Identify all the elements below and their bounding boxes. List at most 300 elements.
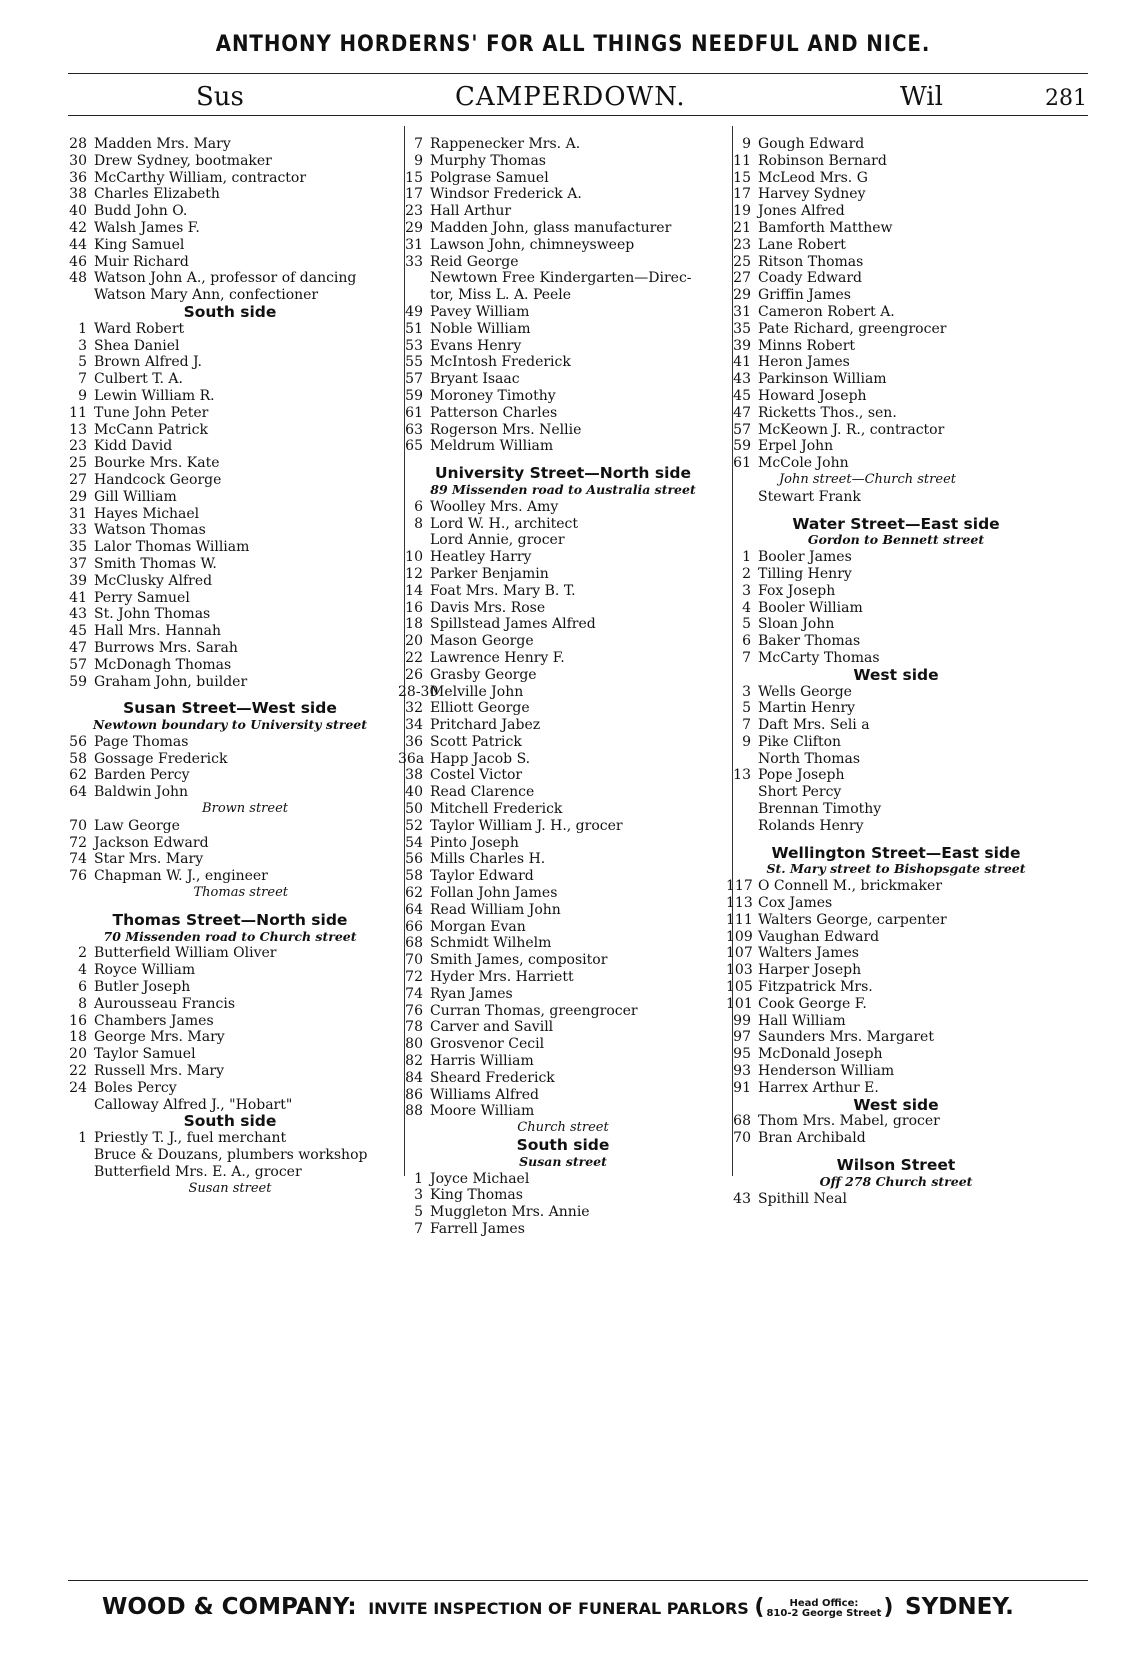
house-number: 49	[405, 303, 423, 320]
resident-name: Taylor Samuel	[94, 1046, 196, 1063]
resident-name: Rappenecker Mrs. A.	[430, 136, 581, 152]
house-number: 53	[405, 337, 423, 354]
house-number: 2	[78, 945, 87, 962]
directory-entry	[398, 902, 728, 919]
resident-name: Martin Henry	[758, 700, 856, 717]
resident-name: Windsor Frederick A.	[430, 186, 582, 203]
resident-name: Drew Sydney, bootmaker	[94, 152, 272, 169]
house-number: 31	[69, 505, 87, 522]
directory-entry	[62, 835, 398, 852]
directory-entry	[726, 354, 1066, 371]
house-number: 29	[69, 488, 87, 505]
resident-name: McLeod Mrs. G	[758, 169, 868, 186]
directory-entry	[398, 321, 728, 338]
house-number: 6	[742, 633, 751, 650]
house-number: 59	[733, 438, 751, 455]
house-number: 38	[405, 767, 423, 784]
street-heading: Wilson Street	[836, 1156, 956, 1175]
house-number: 31	[405, 236, 423, 253]
house-number: 78	[405, 1019, 423, 1036]
house-number: 35	[69, 539, 87, 556]
directory-entry	[726, 650, 1066, 667]
house-number: 43	[733, 371, 751, 388]
resident-name: Lane Robert	[758, 236, 846, 253]
house-number: 12	[405, 565, 423, 582]
resident-name: Heron James	[758, 354, 850, 371]
house-number: 42	[69, 219, 87, 236]
house-number: 101	[726, 995, 753, 1012]
directory-entry	[398, 1019, 728, 1036]
house-number: 57	[733, 421, 751, 438]
header-first-street: Sus	[196, 82, 244, 112]
resident-name: Russell Mrs. Mary	[94, 1063, 225, 1080]
street-heading: University Street—North side	[434, 464, 692, 483]
house-number: 9	[78, 387, 87, 404]
house-number: 43	[733, 1190, 751, 1207]
directory-entry	[398, 338, 728, 355]
directory-entry	[726, 438, 1066, 455]
directory-entry	[62, 945, 398, 962]
directory-entry	[726, 1080, 1066, 1097]
resident-name: North Thomas	[758, 750, 861, 767]
directory-entry	[398, 1036, 728, 1053]
house-number: 1	[78, 320, 87, 337]
house-number: 66	[405, 918, 423, 935]
directory-entry	[398, 153, 728, 170]
resident-name: Graham John, builder	[94, 673, 248, 690]
house-number: 72	[69, 834, 87, 851]
house-number: 64	[69, 784, 87, 801]
resident-name: Watson John A., professor of dancing	[94, 270, 357, 287]
directory-entry	[62, 254, 398, 271]
directory-entry	[726, 1013, 1066, 1030]
directory-entry	[62, 851, 398, 868]
directory-entry	[62, 220, 398, 237]
directory-entry	[398, 1221, 728, 1238]
directory-entry	[726, 717, 1066, 734]
resident-name: McDonald Joseph	[758, 1046, 883, 1063]
house-number: 29	[733, 287, 751, 304]
house-number: 3	[742, 582, 751, 599]
directory-entry	[726, 153, 1066, 170]
directory-entry	[726, 616, 1066, 633]
house-number: 36	[69, 169, 87, 186]
directory-entry	[398, 371, 728, 388]
resident-name: Fitzpatrick Mrs.	[758, 979, 873, 996]
street-extent: St. Mary street to Bishopsgate street	[766, 861, 1026, 877]
directory-entry	[62, 1147, 398, 1164]
directory-entry	[62, 1046, 398, 1063]
house-number: 107	[726, 945, 753, 962]
resident-name: Moroney Timothy	[430, 387, 556, 404]
street-heading: Susan Street—West side	[123, 699, 337, 718]
street-heading: South side	[183, 1112, 277, 1131]
resident-name: Parkinson William	[758, 371, 887, 388]
directory-entry	[398, 203, 728, 220]
resident-name: Williams Alfred	[430, 1086, 540, 1103]
resident-name: Minns Robert	[758, 337, 856, 354]
house-number: 76	[69, 868, 87, 885]
resident-name: Read Clarence	[430, 784, 535, 801]
house-number: 24	[69, 1079, 87, 1096]
house-number: 37	[69, 555, 87, 572]
directory-entry	[726, 287, 1066, 304]
directory-entry	[398, 499, 728, 516]
directory-entry	[398, 532, 728, 549]
directory-entry	[726, 583, 1066, 600]
house-number: 68	[733, 1113, 751, 1130]
house-number: 70	[733, 1130, 751, 1147]
resident-name: Fox Joseph	[758, 582, 836, 599]
resident-name: Booler James	[758, 549, 852, 566]
resident-name: Robinson Bernard	[758, 152, 887, 169]
resident-name: Schmidt Wilhelm	[430, 935, 552, 952]
resident-name: tor, Miss L. A. Peele	[430, 287, 572, 304]
house-number: 47	[733, 404, 751, 421]
directory-entry	[398, 516, 728, 533]
resident-name: Tilling Henry	[758, 565, 852, 582]
house-number: 27	[733, 270, 751, 287]
street-heading: Wellington Street—East side	[771, 843, 1021, 862]
resident-name: Mills Charles H.	[430, 851, 546, 868]
resident-name: Watson Thomas	[94, 522, 206, 539]
resident-name: Bruce & Douzans, plumbers workshop	[94, 1147, 368, 1164]
directory-entry	[726, 203, 1066, 220]
house-number: 22	[69, 1063, 87, 1080]
street-heading: South side	[183, 302, 277, 321]
resident-name: Watson Mary Ann, confectioner	[94, 287, 319, 304]
cross-street-marker: Susan street	[188, 1180, 272, 1196]
directory-entry	[62, 590, 398, 607]
house-number: 52	[405, 817, 423, 834]
resident-name: Melville John	[430, 683, 524, 700]
resident-name: Chapman W. J., engineer	[94, 868, 268, 885]
directory-entry	[62, 1063, 398, 1080]
house-number: 39	[69, 572, 87, 589]
directory-entry	[62, 1164, 398, 1181]
directory-entry	[726, 136, 1066, 153]
directory-entry	[398, 270, 728, 287]
directory-entry	[726, 566, 1066, 583]
resident-name: Rogerson Mrs. Nellie	[430, 421, 582, 438]
directory-entry	[62, 734, 398, 751]
resident-name: Jackson Edward	[94, 834, 209, 851]
directory-entry	[726, 1063, 1066, 1080]
resident-name: Lord Annie, grocer	[430, 532, 565, 549]
house-number: 13	[69, 421, 87, 438]
resident-name: Heatley Harry	[430, 549, 532, 566]
resident-name: Lawrence Henry F.	[430, 649, 565, 666]
resident-name: Pike Clifton	[758, 733, 842, 750]
street-extent: 70 Missenden road to Church street	[103, 928, 357, 944]
resident-name: Sloan John	[758, 616, 835, 633]
house-number: 95	[733, 1046, 751, 1063]
directory-entry	[62, 539, 398, 556]
resident-name: Ryan James	[430, 985, 513, 1002]
resident-name: Harrex Arthur E.	[758, 1079, 879, 1096]
directory-entry	[726, 371, 1066, 388]
directory-entry	[398, 667, 728, 684]
directory-entry	[62, 1013, 398, 1030]
directory-entry	[62, 153, 398, 170]
house-number: 7	[414, 1221, 423, 1237]
house-number: 9	[414, 152, 423, 169]
directory-entry	[62, 203, 398, 220]
house-number: 28	[69, 136, 87, 152]
resident-name: Priestly T. J., fuel merchant	[94, 1130, 287, 1147]
resident-name: Saunders Mrs. Margaret	[758, 1029, 934, 1046]
directory-entry	[62, 979, 398, 996]
directory-entry	[62, 287, 398, 304]
resident-name: Hyder Mrs. Harriett	[430, 969, 574, 986]
directory-entry	[398, 650, 728, 667]
resident-name: Reid George	[430, 253, 519, 270]
street-heading: Thomas Street—North side	[112, 910, 348, 929]
house-number: 63	[405, 421, 423, 438]
footer-city: SYDNEY.	[905, 1594, 1014, 1620]
directory-entry	[62, 170, 398, 187]
house-number: 109	[726, 928, 753, 945]
directory-entry	[726, 270, 1066, 287]
resident-name: Cook George F.	[758, 995, 867, 1012]
resident-name: Butterfield Mrs. E. A., grocer	[94, 1163, 302, 1180]
house-number: 28-30	[398, 683, 439, 700]
resident-name: Page Thomas	[94, 733, 189, 750]
resident-name: Shea Daniel	[94, 337, 180, 354]
directory-entry	[62, 1130, 398, 1147]
directory-entry	[62, 136, 398, 153]
directory-entry	[398, 304, 728, 321]
street-heading: West side	[853, 665, 939, 684]
directory-entry	[726, 304, 1066, 321]
house-number: 7	[414, 136, 423, 152]
resident-name: Chambers James	[94, 1012, 214, 1029]
house-number: 8	[414, 515, 423, 532]
house-number: 5	[78, 354, 87, 371]
resident-name: Joyce Michael	[430, 1170, 530, 1187]
directory-entry	[398, 600, 728, 617]
directory-entry	[398, 952, 728, 969]
resident-name: Pinto Joseph	[430, 834, 519, 851]
house-number: 88	[405, 1103, 423, 1120]
street-extent: Off 278 Church street	[819, 1173, 973, 1189]
directory-entry	[398, 835, 728, 852]
directory-entry	[726, 600, 1066, 617]
house-number: 61	[405, 404, 423, 421]
resident-name: Wells George	[758, 683, 852, 700]
house-number: 103	[726, 962, 753, 979]
directory-entry	[62, 388, 398, 405]
header-top-rule	[68, 73, 1088, 74]
directory-entry	[62, 455, 398, 472]
resident-name: Read William John	[430, 901, 561, 918]
resident-name: Gossage Frederick	[94, 750, 228, 767]
house-number: 23	[69, 438, 87, 455]
resident-name: Howard Joseph	[758, 387, 867, 404]
directory-entry	[62, 422, 398, 439]
directory-entry	[62, 186, 398, 203]
directory-entry	[398, 1053, 728, 1070]
directory-entry	[726, 489, 1066, 506]
house-number: 34	[405, 717, 423, 734]
house-number: 91	[733, 1079, 751, 1096]
resident-name: Walters James	[758, 945, 859, 962]
house-number: 50	[405, 801, 423, 818]
house-number: 6	[414, 498, 423, 515]
resident-name: Moore William	[430, 1103, 535, 1120]
house-number: 1	[414, 1170, 423, 1187]
directory-entry	[398, 751, 728, 768]
directory-entry	[62, 962, 398, 979]
house-number: 39	[733, 337, 751, 354]
house-number: 5	[742, 616, 751, 633]
house-number: 2	[742, 565, 751, 582]
directory-entry	[62, 1097, 398, 1114]
cross-street-marker: Church street	[517, 1120, 609, 1136]
house-number: 68	[405, 935, 423, 952]
directory-entry	[398, 438, 728, 455]
directory-entry	[726, 1046, 1066, 1063]
directory-entry	[726, 700, 1066, 717]
directory-entry	[62, 751, 398, 768]
resident-name: Handcock George	[94, 471, 222, 488]
directory-entry	[62, 522, 398, 539]
house-number: 86	[405, 1086, 423, 1103]
header-last-street: Wil	[900, 82, 943, 112]
house-number: 27	[69, 471, 87, 488]
directory-entry	[398, 700, 728, 717]
street-extent: Newtown boundary to University street	[93, 717, 367, 733]
resident-name: Jones Alfred	[758, 203, 845, 220]
house-number: 3	[742, 683, 751, 700]
house-number: 58	[69, 750, 87, 767]
resident-name: Henderson William	[758, 1063, 895, 1080]
resident-name: Pavey William	[430, 303, 530, 320]
house-number: 15	[733, 169, 751, 186]
directory-entry	[62, 996, 398, 1013]
house-number: 59	[69, 673, 87, 690]
resident-name: Calloway Alfred J., "Hobart"	[94, 1096, 293, 1113]
directory-entry	[726, 549, 1066, 566]
house-number: 113	[726, 895, 753, 912]
resident-name: St. John Thomas	[94, 606, 211, 623]
directory-entry	[398, 969, 728, 986]
directory-entry	[398, 220, 728, 237]
directory-entry	[726, 996, 1066, 1013]
house-number: 70	[69, 817, 87, 834]
directory-entry	[398, 935, 728, 952]
house-number: 3	[78, 337, 87, 354]
resident-name: Royce William	[94, 962, 196, 979]
advertising-banner: ANTHONY HORDERNS' FOR ALL THINGS NEEDFUL AND NICE.	[215, 32, 931, 57]
house-number: 17	[405, 186, 423, 203]
directory-entry	[726, 751, 1066, 768]
resident-name: Spillstead James Alfred	[430, 616, 596, 633]
resident-name: Culbert T. A.	[94, 371, 183, 388]
house-number: 54	[405, 834, 423, 851]
directory-entry	[726, 422, 1066, 439]
directory-entry	[62, 506, 398, 523]
resident-name: Lord W. H., architect	[430, 515, 578, 532]
house-number: 47	[69, 639, 87, 656]
resident-name: Star Mrs. Mary	[94, 851, 204, 868]
directory-entry	[726, 455, 1066, 472]
resident-name: Gough Edward	[758, 136, 865, 152]
house-number: 117	[726, 878, 753, 895]
directory-entry	[726, 734, 1066, 751]
house-number	[726, 818, 751, 835]
directory-entry	[398, 868, 728, 885]
directory-entry	[726, 405, 1066, 422]
house-number: 5	[414, 1204, 423, 1221]
resident-name: Smith James, compositor	[430, 952, 608, 969]
house-number: 14	[405, 582, 423, 599]
house-number: 10	[405, 549, 423, 566]
directory-entry	[62, 674, 398, 691]
resident-name: Coady Edward	[758, 270, 862, 287]
cross-street-marker: John street—Church street	[778, 471, 956, 487]
house-number: 20	[69, 1046, 87, 1063]
house-number: 105	[726, 979, 753, 996]
directory-entry	[726, 912, 1066, 929]
house-number: 7	[742, 717, 751, 734]
resident-name: Lewin William R.	[94, 387, 215, 404]
resident-name: Cox James	[758, 895, 833, 912]
directory-entry	[398, 1087, 728, 1104]
house-number: 59	[405, 387, 423, 404]
house-number: 38	[69, 186, 87, 203]
house-number	[398, 270, 423, 287]
cross-street-marker: Thomas street	[193, 885, 288, 901]
resident-name: Harvey Sydney	[758, 186, 866, 203]
header-suburb: CAMPERDOWN.	[455, 82, 686, 112]
resident-name: Patterson Charles	[430, 404, 558, 421]
house-number: 9	[742, 733, 751, 750]
house-number: 18	[405, 616, 423, 633]
resident-name: Ward Robert	[94, 320, 185, 337]
resident-name: Stewart Frank	[758, 488, 861, 505]
resident-name: Murphy Thomas	[430, 152, 546, 169]
directory-entry	[398, 801, 728, 818]
directory-entry	[62, 1029, 398, 1046]
directory-entry	[398, 616, 728, 633]
resident-name: McKeown J. R., contractor	[758, 421, 945, 438]
directory-entry	[62, 472, 398, 489]
house-number: 16	[69, 1012, 87, 1029]
resident-name: Davis Mrs. Rose	[430, 599, 546, 616]
resident-name: O Connell M., brickmaker	[758, 878, 943, 895]
directory-entry	[398, 919, 728, 936]
directory-entry	[62, 405, 398, 422]
house-number	[62, 287, 87, 304]
directory-entry	[726, 186, 1066, 203]
directory-entry	[62, 556, 398, 573]
resident-name: Mitchell Frederick	[430, 801, 563, 818]
resident-name: Law George	[94, 817, 180, 834]
directory-entry	[398, 287, 728, 304]
resident-name: Gill William	[94, 488, 177, 505]
resident-name: Short Percy	[758, 784, 842, 801]
house-number: 8	[78, 995, 87, 1012]
resident-name: Elliott George	[430, 700, 530, 717]
house-number	[726, 801, 751, 818]
street-extent: 89 Missenden road to Australia street	[430, 481, 696, 497]
house-number: 23	[733, 236, 751, 253]
directory-entry	[726, 338, 1066, 355]
directory-entry	[726, 767, 1066, 784]
house-number: 29	[405, 219, 423, 236]
directory-entry	[726, 254, 1066, 271]
